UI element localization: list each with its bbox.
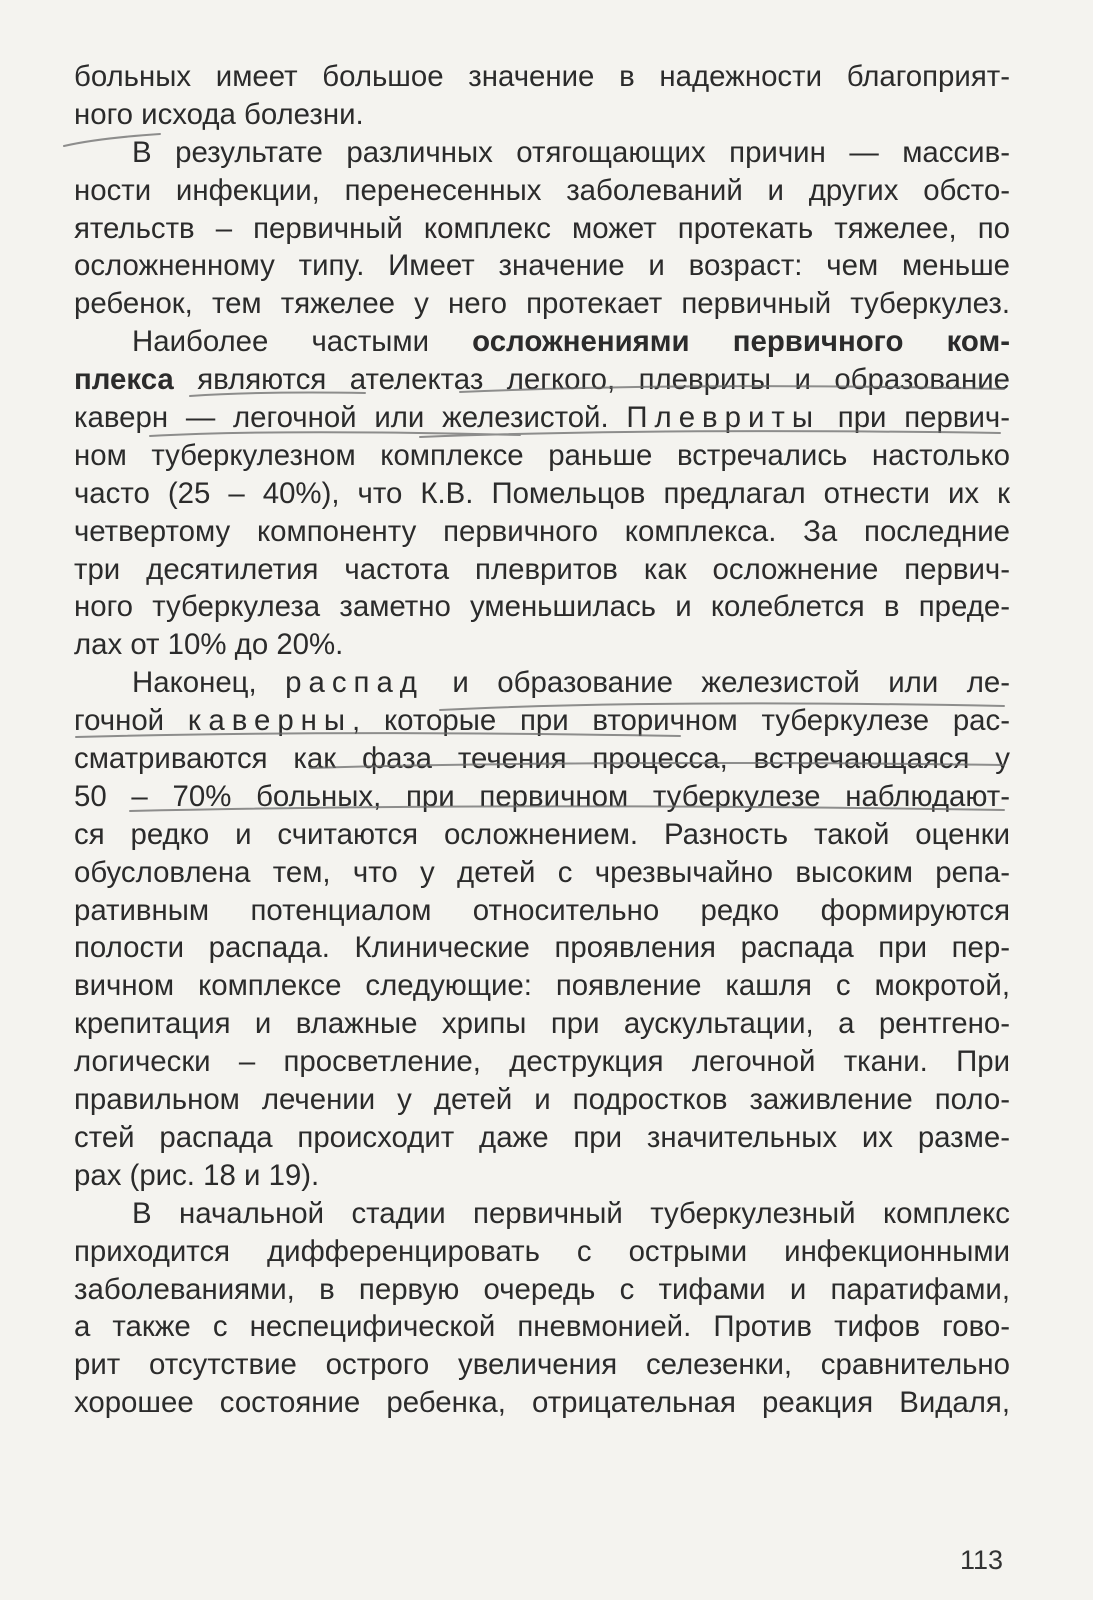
text-line: рит отсутствие острого увеличения селезенки, сравнительно	[74, 1348, 1010, 1382]
paragraph	[74, 58, 1010, 134]
text-run: гочной	[74, 704, 188, 738]
text-run: Наиболее частыми	[132, 325, 473, 359]
text-line: ративным потенциалом относительно редко формируются	[74, 893, 1010, 927]
text-line: ятельств – первичный комплекс может протекать тяжелее, по	[74, 211, 1010, 245]
spaced-term: распад	[285, 666, 424, 700]
text-line	[74, 323, 1010, 361]
paragraph	[74, 1195, 1010, 1422]
text-run: при первич-	[820, 401, 1010, 435]
text-run: и образование железистой или ле-	[423, 666, 1010, 700]
text-line: заболеваниями, в первую очередь с тифами и паратифами,	[74, 1272, 1010, 1306]
page-number: 113	[959, 1545, 1003, 1575]
text-line: ности инфекции, перенесенных заболеваний и других обсто-	[74, 173, 1010, 207]
bold-term: осложнениями первичного ком-	[472, 325, 1010, 359]
paragraph	[74, 134, 1010, 323]
text-line: лах от 10% до 20%.	[74, 628, 344, 662]
text-line: осложненному типу. Имеет значение и возраст: чем меньше	[74, 249, 1010, 283]
text-line: ном туберкулезном комплексе раньше встречались настолько	[74, 438, 1010, 472]
text-line: 50 – 70% больных, при первичном туберкулезе наблюдают-	[74, 779, 1010, 813]
text-line: стей распада происходит даже при значительных их разме-	[74, 1120, 1010, 1154]
text-line: четвертому компоненту первичного комплекса. За последние	[74, 514, 1010, 548]
paragraph	[74, 323, 1010, 664]
text-line	[74, 361, 1010, 399]
text-line: больных имеет большое значение в надежности благоприят-	[74, 60, 1010, 93]
text-line: приходится дифференцировать с острыми инфекционными	[74, 1234, 1010, 1268]
text-line: ного туберкулеза заметно уменьшилась и колеблется в преде-	[74, 590, 1010, 624]
spaced-term: Плевриты	[626, 401, 821, 435]
text-run: являются ателектаз легкого, плевриты и образование	[173, 363, 1010, 397]
text-line: правильном лечении у детей и подростков заживление поло-	[74, 1083, 1010, 1117]
text-line: а также с неспецифической пневмонией. Против тифов гово-	[74, 1310, 1010, 1344]
text-line: полости распада. Клинические проявления распада при пер-	[74, 931, 1010, 965]
text-line	[74, 702, 1010, 740]
text-line: ся редко и считаются осложнением. Разность такой оценки	[74, 817, 1010, 851]
text-line: логически – просветление, деструкция легочной ткани. При	[74, 1045, 1010, 1079]
text-line: обусловлена тем, что у детей с чрезвычайно высоким репа-	[74, 855, 1010, 889]
bold-term: плекса	[74, 363, 174, 397]
text-line: хорошее состояние ребенка, отрицательная реакция Видаля,	[74, 1386, 1010, 1420]
text-line	[74, 664, 1010, 702]
text-line: вичном комплексе следующие: появление кашля с мокротой,	[74, 969, 1010, 1003]
text-line: крепитация и влажные хрипы при аускультации, а рентгено-	[74, 1007, 1010, 1041]
text-line: три десятилетия частота плевритов как осложнение первич-	[74, 552, 1010, 586]
text-line: часто (25 – 40%), что К.В. Помельцов предлагал отнести их к	[74, 476, 1010, 510]
text-line: ребенок, тем тяжелее у него протекает первичный туберкулез.	[74, 287, 1010, 321]
text-line	[74, 399, 1010, 437]
spaced-term: каверны	[187, 704, 353, 738]
text-line: В результате различных отягощающих причин — массив-	[132, 135, 1010, 169]
text-run: каверн — легочной или железистой.	[74, 401, 627, 435]
text-line: сматриваются как фаза течения процесса, встречающаяся у	[74, 742, 1010, 776]
paragraph	[74, 664, 1010, 1194]
text-line: рах (рис. 18 и 19).	[74, 1158, 320, 1192]
text-run: Наконец,	[132, 666, 286, 700]
text-line: В начальной стадии первичный туберкулезный комплекс	[132, 1196, 1010, 1230]
page-text	[74, 58, 1010, 1422]
text-run: , которые при вторичном туберкулезе рас-	[352, 704, 1010, 738]
text-line: ного исхода болезни.	[74, 97, 364, 131]
